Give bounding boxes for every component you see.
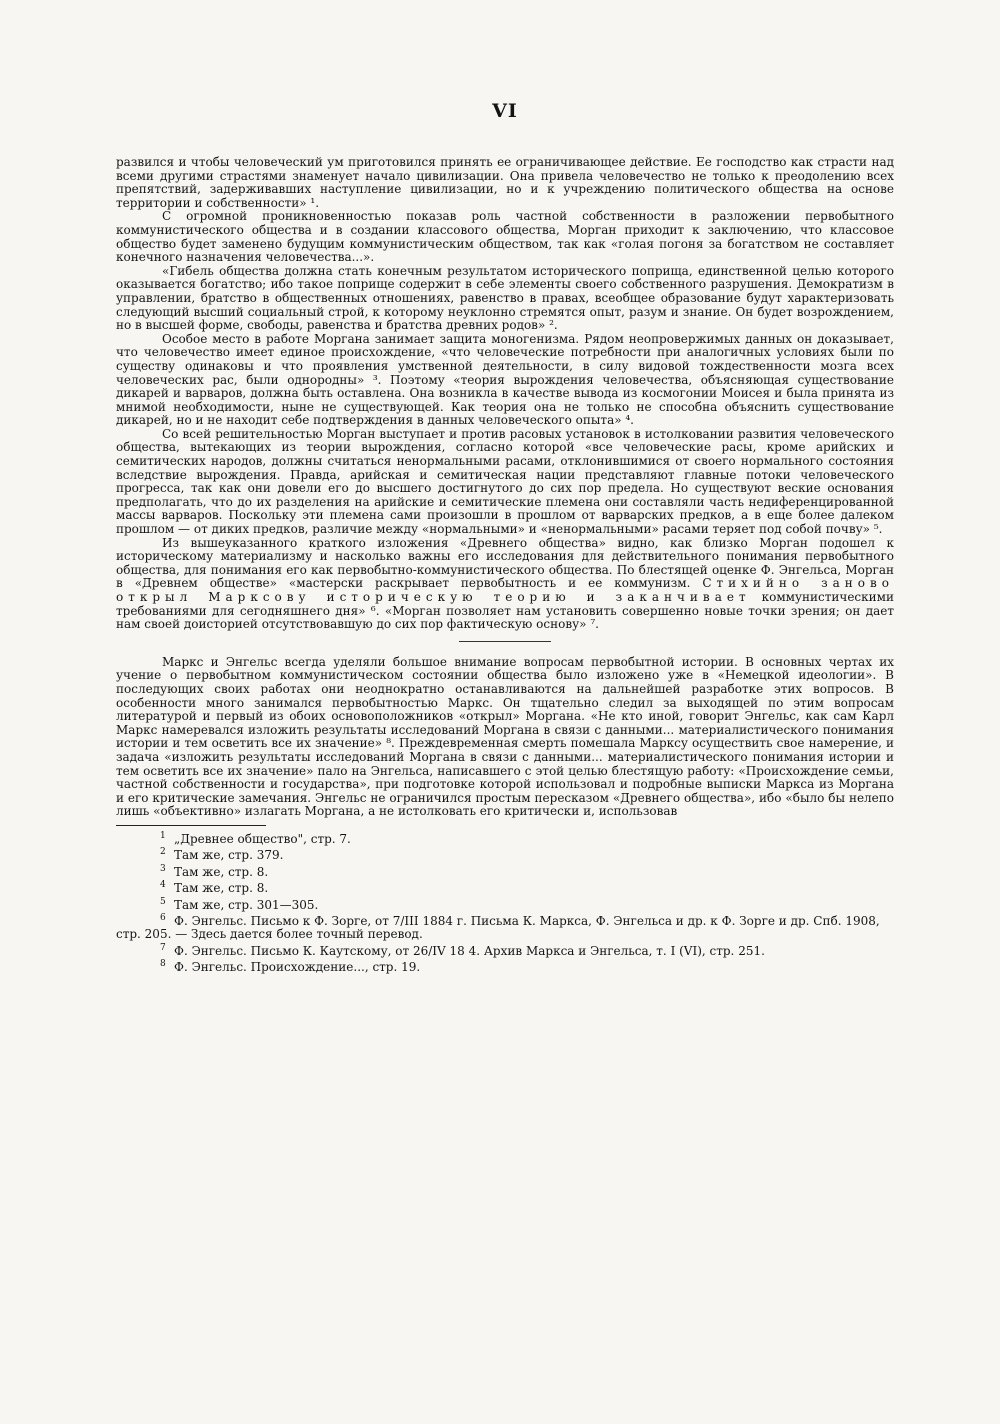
paragraph-6-spaced-phrase: Стихийно заново открыл Марксову историческую теорию и заканчивает <box>116 576 894 604</box>
paragraph-5: Со всей решительностью Морган выступает и против расовых установок в истолковании развития человеческого общества, вытекающих из теории вырождения, согласно которой «все человеческие расы, кроме арийских и семитических народов, должны считаться ненормальными расами, отклонившимися от своего нормального состояния вследствие вырождения. Правда, арийская и семитическая нации представляют главные потоки человеческого прогресса, так как они довели его до высшего достигнутого до сих пор предела. Но существуют веские основания предполагать, что до их разделения на арийские и семитические племена они составляли часть недиференцированной массы варваров. Поскольку эти племена сами произошли в прошлом от варварских предков, а в еще более далеком прошлом — от диких предков, различие между «нормальными» и «ненормальными» расами теряет под собой почву» ⁵. <box>116 426 894 537</box>
page-number: VI <box>492 100 518 122</box>
footnote-mark: 5 <box>160 896 166 907</box>
footnote-8 <box>116 958 894 974</box>
footnote-mark: 3 <box>160 863 166 874</box>
footnote-text: „Древнее общество", стр. 7. <box>174 831 351 846</box>
footnote-mark: 2 <box>160 847 166 858</box>
footnote-mark: 8 <box>160 959 166 970</box>
section-separator <box>459 641 551 642</box>
footnote-mark: 7 <box>160 942 166 953</box>
footnotes <box>116 830 894 975</box>
footnote-mark: 4 <box>160 880 166 891</box>
paragraph-6-text: Из вышеуказанного краткого изложения «Древнего общества» видно, как близко Морган подошел к историческому материализму и насколько важны его исследования для действительного понимания первобытного общества, для понимания его как первобытно-коммунистического общества. По блестящей оценке Ф. Энгельса, Морган в «Древнем обществе» «мастерски раскрывает первобытность и ее коммунизм. <box>116 535 894 591</box>
paragraph-2: С огромной проникновенностью показав роль частной собственности в разложении первобытного коммунистического общества и в создании классового общества, Морган приходит к заключению, что классовое общество будет заменено будущим коммунистическим обществом, так как «голая погоня за богатством не составляет конечного назначения человечества...». <box>116 209 894 265</box>
footnote-text: Ф. Энгельс. Письмо к Ф. Зорге, от 7/III 1884 г. Письма К. Маркса, Ф. Энгельса и др. к Ф. Зорге и др. Спб. 1908, стр. 205. — Здесь дается более точный перевод. <box>116 913 880 942</box>
footnote-text: Там же, стр. 301—305. <box>174 897 319 912</box>
paragraph-1: развился и чтобы человеческий ум приготовился принять ее ограничивающее действие. Ее господство как страсти над всеми другими страстями знаменует начало цивилизации. Она привела человечество не только к преодолению всех препятствий, задерживавших наступление цивилизации, но и к учреждению политического общества на основе территории и собственности» ¹. <box>116 155 894 210</box>
footnote-text: Там же, стр. 8. <box>174 864 269 879</box>
footnote-text: Там же, стр. 379. <box>174 848 284 863</box>
footnote-4 <box>116 879 894 895</box>
footnote-mark: 6 <box>160 912 166 923</box>
footnote-text: Там же, стр. 8. <box>174 881 269 896</box>
footnote-7 <box>116 942 894 958</box>
book-page <box>116 100 894 975</box>
paragraph-7: Маркс и Энгельс всегда уделяли большое внимание вопросам первобытной истории. В основных чертах их учение о первобытном коммунистическом состоянии общества было изложено уже в «Немецкой идеологии». В последующих своих работах они неоднократно останавливаются на дальнейшей разработке этих вопросов. В особенности много занимался первобытностью Маркс. Он тщательно следил за выходящей по этим вопросам литературой и первый из обоих основоположников «открыл» Моргана. «Не кто иной, говорит Энгельс, как сам Карл Маркс намеревался изложить результаты исследований Моргана в связи с данными... материалистического понимания истории и тем осветить все их значение» ⁸. Преждевременная смерть помешала Марксу осуществить свое намерение, и задача «изложить результаты исследований Моргана в связи с данными... материалистического понимания истории и тем осветить все их значение» пало на Энгельса, написавшего с этой целью блестящую работу: «Происхождение семьи, частной собственности и государства», при подготовке которой использовал и подробные выписки Маркса из Моргана и его критические замечания. Энгельс не ограничился простым пересказом «Древнего общества», ибо «было бы нелепо лишь «объективно» излагать Моргана, а не истолковать его критически и, использовав <box>116 654 894 819</box>
footnote-1 <box>116 830 894 846</box>
footnote-text: Ф. Энгельс. Происхождение..., стр. 19. <box>174 960 421 975</box>
paragraph-6 <box>116 537 894 632</box>
footnote-3 <box>116 863 894 879</box>
footnote-text: Ф. Энгельс. Письмо К. Каутскому, от 26/IV 18 4. Архив Маркса и Энгельса, т. I (VI), стр. 251. <box>174 943 765 958</box>
footnote-rule <box>116 825 266 826</box>
paragraph-3: «Гибель общества должна стать конечным результатом исторического поприща, единственной целью которого оказывается богатство; ибо такое поприще содержит в себе элементы своего собственного разрушения. Демократизм в управлении, братство в общественных отношениях, равенство в правах, всеобщее образование будут характеризовать следующий высший социальный строй, к которому неуклонно стремятся опыт, разум и знание. Он будет возрождением, но в высшей форме, свободы, равенства и братства древних родов» ². <box>116 263 894 333</box>
footnote-5 <box>116 896 894 912</box>
footnote-mark: 1 <box>160 830 166 841</box>
paragraph-6-tail: коммунистическими требованиями для сегодняшнего дня» ⁶. «Морган позволяет нам установить совершенно новые точки зрения; он дает нам своей доисторией отсутствовавшую до сих пор фактическую основу» ⁷. <box>116 590 894 632</box>
footnote-2 <box>116 846 894 862</box>
footnote-6 <box>116 912 894 942</box>
paragraph-4: Особое место в работе Моргана занимает защита моногенизма. Рядом неопровержимых данных он доказывает, что человечество имеет единое происхождение, «что человеческие потребности при аналогичных условиях были по существу одинаковы и что проявления умственной деятельности, в силу видовой тождественности мозга всех человеческих рас, были однородны» ³. Поэтому «теория вырождения человечества, объясняющая существование дикарей и варваров, должна быть оставлена. Она возникла в качестве вывода из космогонии Моисея и была принята из мнимой необходимости, ныне не существующей. Как теория она не только не способна объяснить существование дикарей, но и не находит себе подтверждения в данных человеческого опыта» ⁴. <box>116 331 894 428</box>
